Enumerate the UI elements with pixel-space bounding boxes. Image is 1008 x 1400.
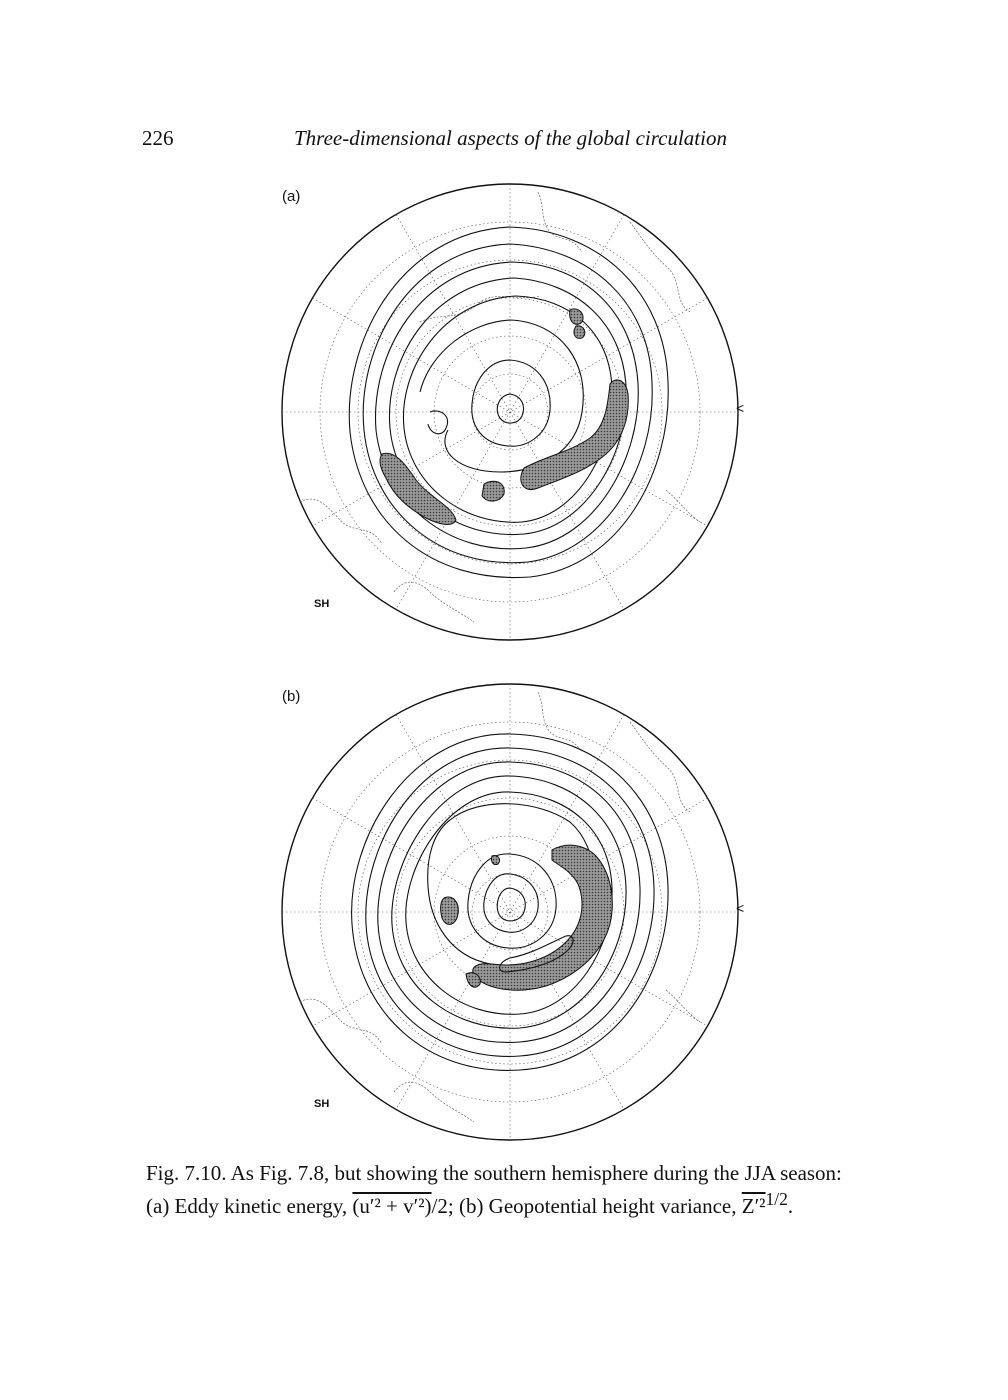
caption-line-2: [146, 1186, 886, 1219]
reference-marker-b: <: [736, 900, 745, 916]
caption-prefix: (a) Eddy kinetic energy,: [146, 1194, 353, 1218]
polar-map-a: [270, 172, 750, 652]
hemisphere-label-a: SH: [314, 598, 330, 610]
shaded-maxima: [441, 845, 613, 990]
polar-map-b: [270, 672, 750, 1152]
running-head: [142, 126, 862, 156]
panel-label-b: (b): [282, 688, 301, 705]
figure-panel-a: [270, 172, 750, 652]
figure-panel-b: [270, 672, 750, 1152]
z-exponent: 1/2: [765, 1189, 788, 1209]
longitude-grid: [282, 684, 738, 1140]
reference-marker-a: <: [736, 400, 745, 416]
caption-end: .: [787, 1194, 794, 1218]
ke-expression: (u′² + v′²): [352, 1194, 432, 1218]
longitude-grid: [282, 184, 738, 640]
panel-label-a: (a): [282, 188, 301, 205]
caption-line-1: Fig. 7.10. As Fig. 7.8, but showing the southern hemisphere during the JJA season:: [146, 1161, 842, 1185]
figure-caption: [146, 1160, 886, 1219]
hemisphere-label-b: SH: [314, 1098, 330, 1110]
running-title: Three-dimensional aspects of the global circulation: [294, 126, 727, 150]
page-number: 226: [142, 126, 174, 150]
coastlines: [300, 192, 700, 622]
caption-mid: /2; (b) Geopotential height variance,: [431, 1194, 742, 1218]
z-expression: Z′²: [741, 1194, 766, 1218]
